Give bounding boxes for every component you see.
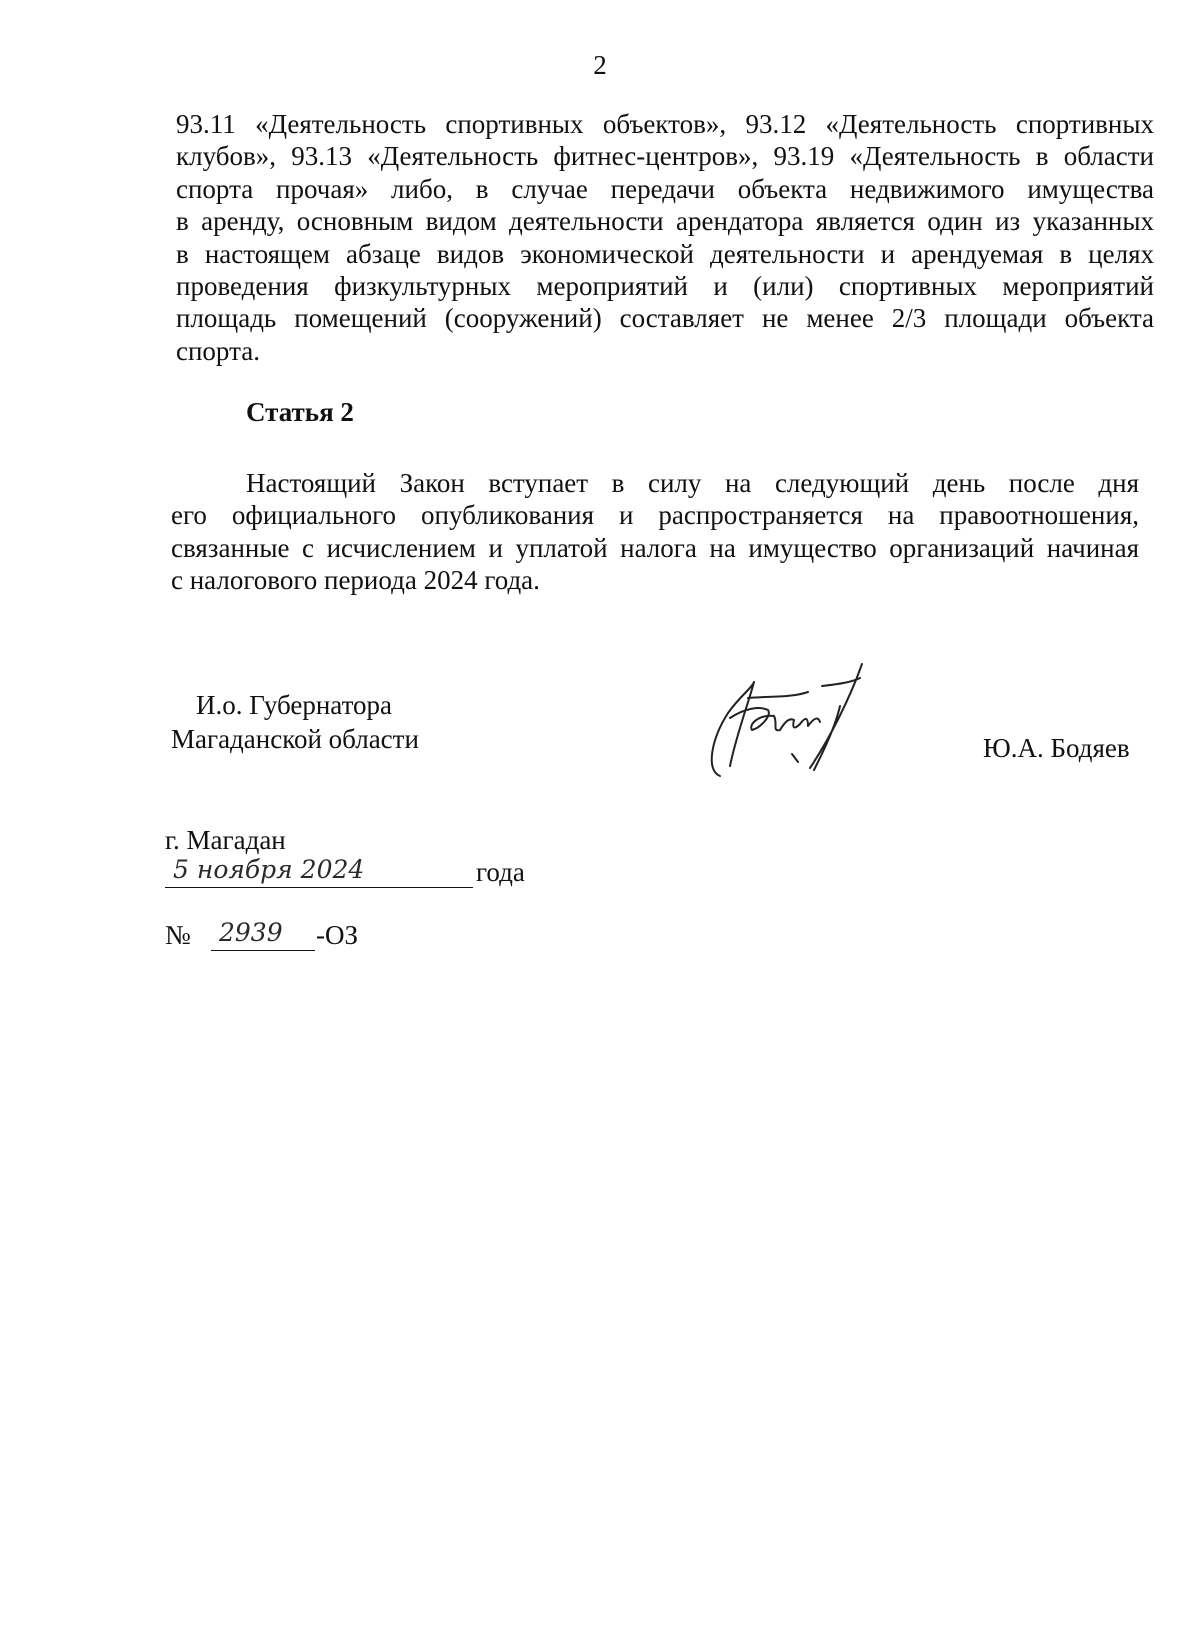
article2-heading: Статья 2 <box>246 397 354 427</box>
number-sign: № <box>165 920 191 950</box>
text-line: спорта. <box>176 335 260 366</box>
text-line: с налогового периода 2024 года. <box>171 565 540 596</box>
text-line: в аренду, основным видом деятельности арендатора является один из указанных <box>176 206 1154 237</box>
svg-text:5 ноября 2024: 5 ноября 2024 <box>173 855 365 884</box>
svg-text:2939: 2939 <box>219 918 283 947</box>
text-line: 93.11 «Деятельность спортивных объектов», 93.12 «Деятельность спортивных <box>176 109 1154 139</box>
text-line: проведения физкультурных мероприятий и (или) спортивных мероприятий <box>176 270 1154 301</box>
signatory-region: Магаданской области <box>171 724 419 754</box>
text-line: площадь помещений (сооружений) составляет не менее 2/3 площади объекта <box>176 303 1154 334</box>
text-line: в настоящем абзаце видов экономической деятельности и арендуемая в целях <box>176 238 1154 269</box>
page-number: 2 <box>593 50 607 80</box>
date-suffix: года <box>476 857 525 887</box>
handwritten-date <box>173 851 473 887</box>
text-line: его официального опубликования и распространяется на правоотношения, <box>171 500 1139 531</box>
handwritten-signature <box>690 658 890 784</box>
number-suffix: -ОЗ <box>316 920 359 950</box>
law-number-line <box>165 918 525 954</box>
article1-text <box>176 108 1154 367</box>
place-of-signing: г. Магадан <box>165 825 286 855</box>
text-line: спорта прочая» либо, в случае передачи объекта недвижимого имущества <box>176 173 1154 204</box>
article2-text <box>171 467 1139 597</box>
signatory-title: И.о. Губернатора <box>196 690 393 720</box>
signatory-name: Ю.А. Бодяев <box>983 733 1130 763</box>
handwritten-number <box>213 914 317 950</box>
text-line: связанные с исчислением и уплатой налога на имущество организаций начиная <box>171 532 1139 563</box>
text-line: клубов», 93.13 «Деятельность фитнес-центров», 93.19 «Деятельность в области <box>176 141 1154 172</box>
text-line: Настоящий Закон вступает в силу на следующий день после дня <box>246 468 1139 498</box>
